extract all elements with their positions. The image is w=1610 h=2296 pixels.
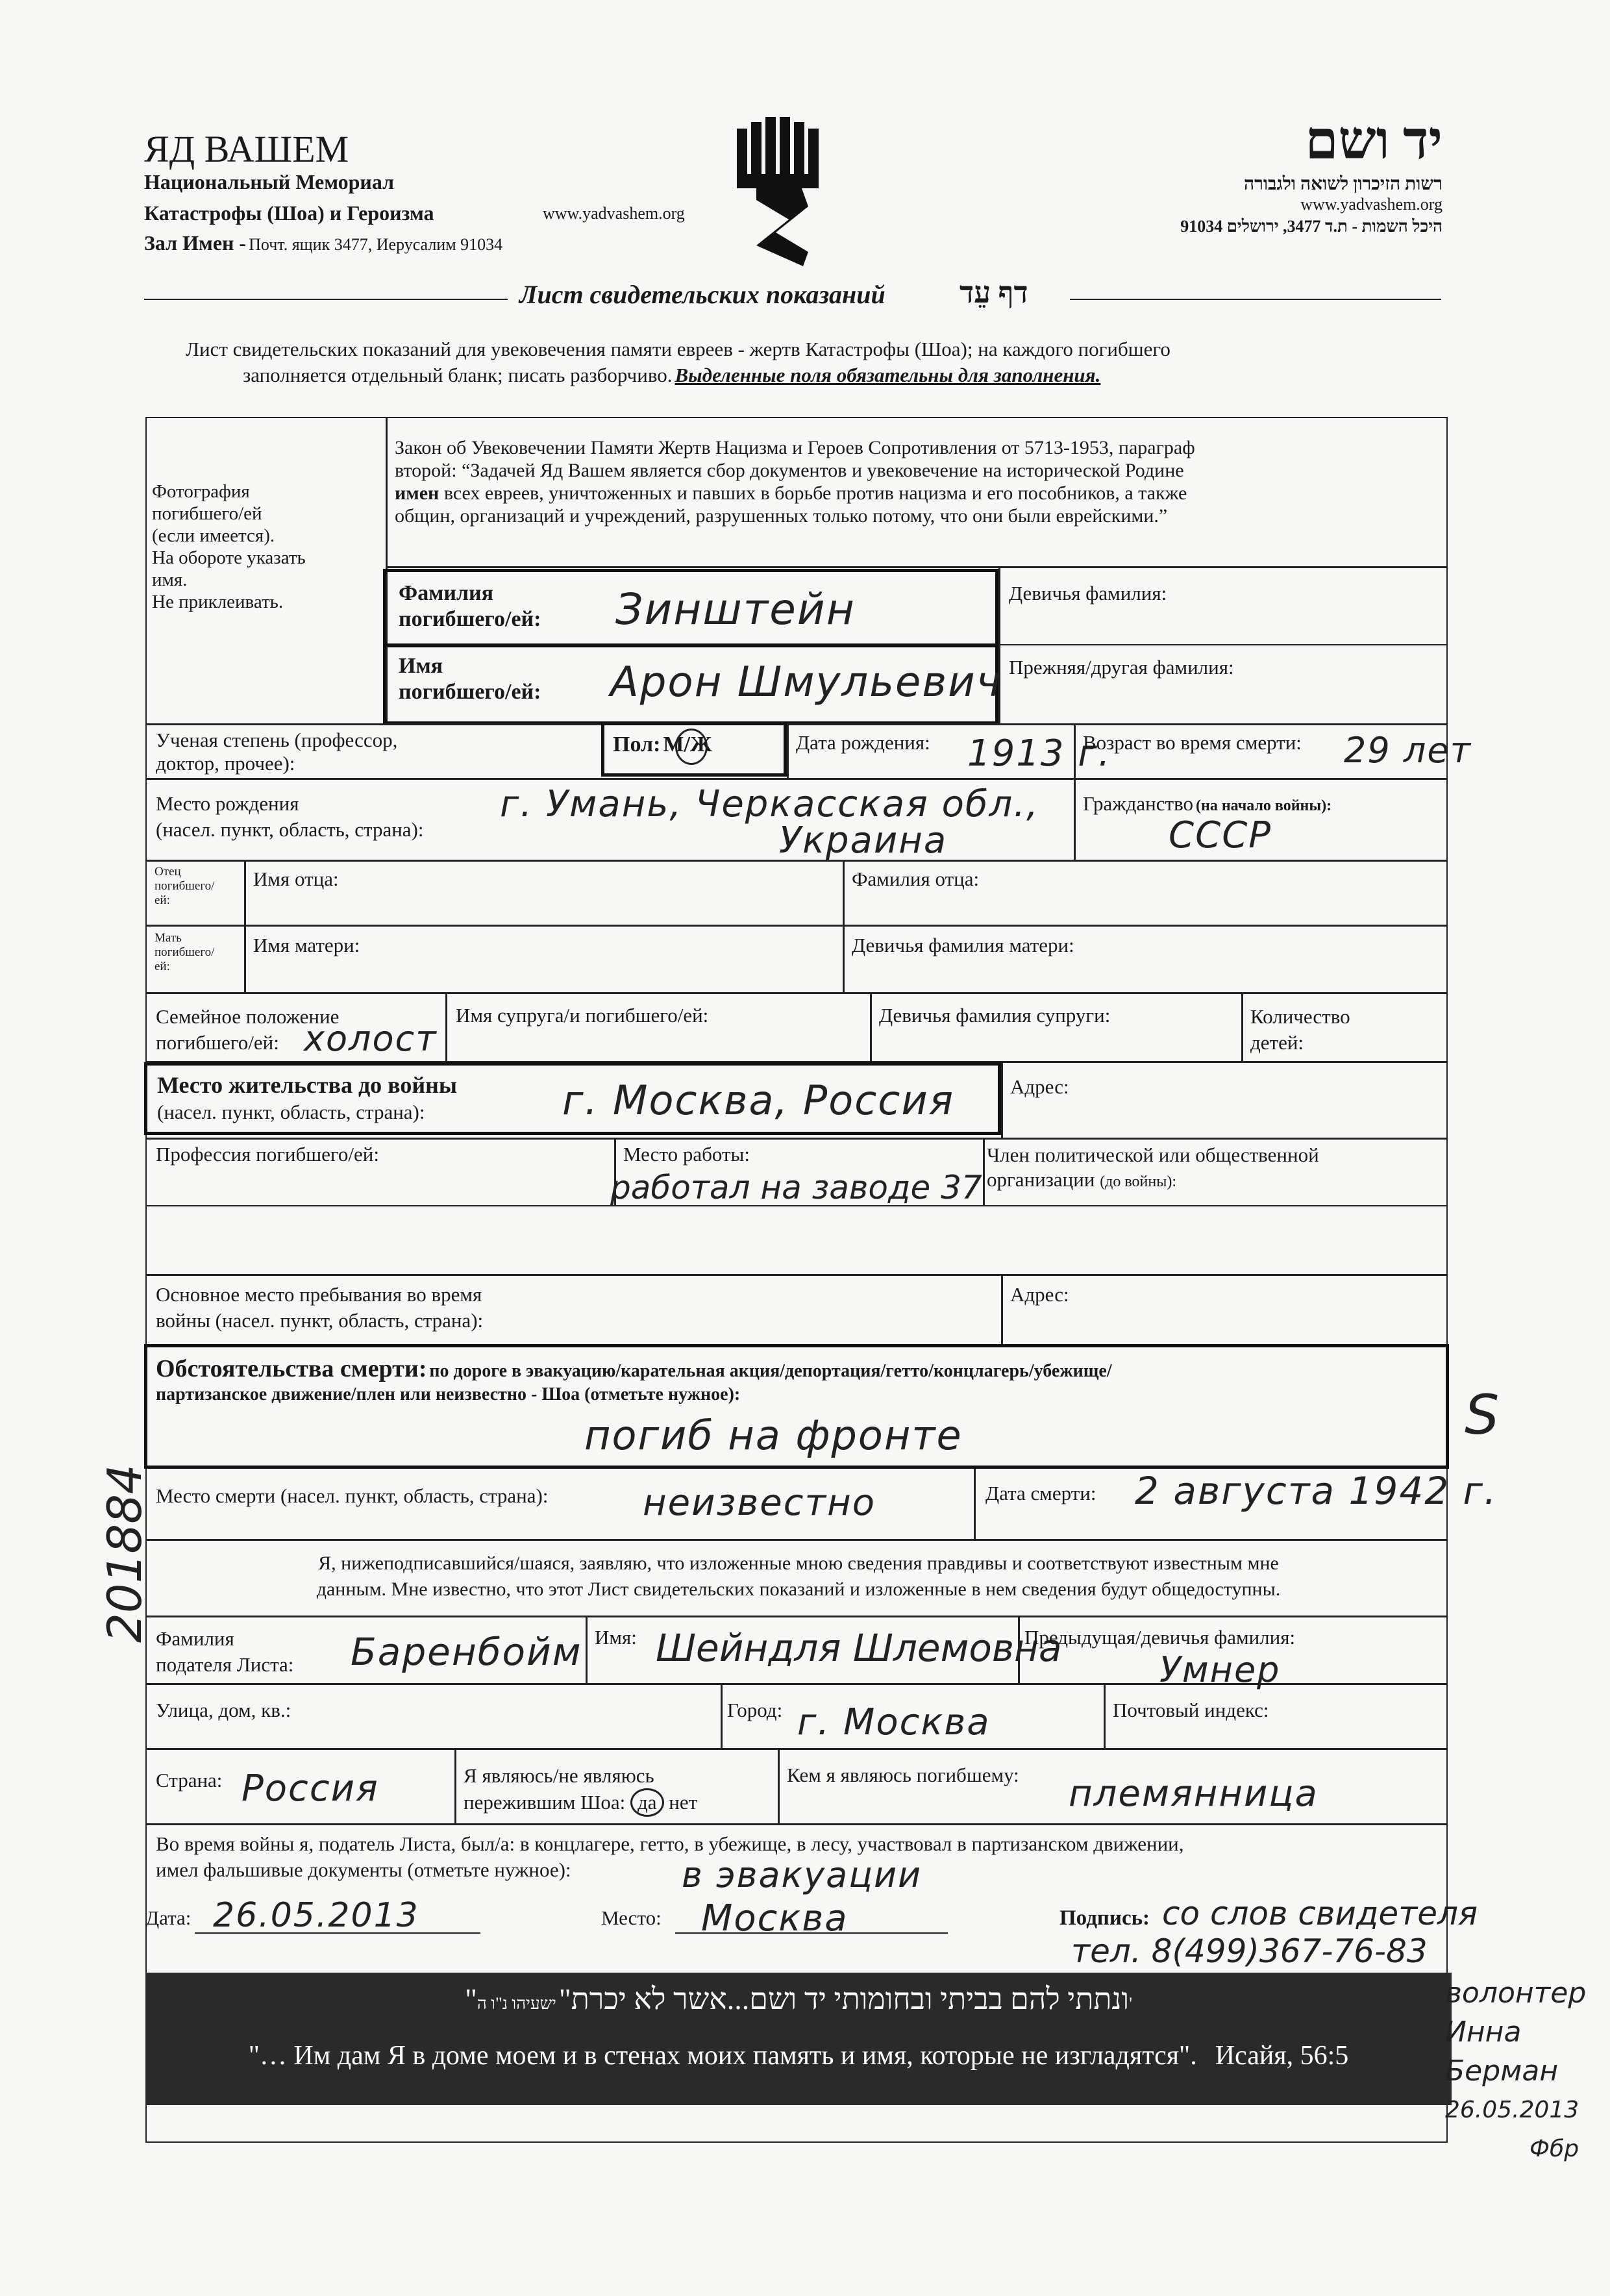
row-rule-3: [145, 860, 1448, 862]
marital-label-2: погибшего/ей:: [156, 1031, 279, 1054]
residence-label: [157, 1071, 457, 1126]
member-label-1: Член политической или общественной: [987, 1143, 1319, 1166]
submitter-surname-label: [156, 1626, 293, 1678]
wartime-address-divider: [1001, 1274, 1003, 1345]
children-label-2: детей:: [1250, 1031, 1304, 1054]
submitter-surname-label-1: Фамилия: [156, 1627, 234, 1650]
law-line-2: второй: “Задачей Яд Вашем является сбор документов и увековечение на исторической Родине: [395, 460, 1184, 481]
mother-side-label: [155, 931, 214, 974]
law-line-3a: имен: [395, 482, 440, 504]
death-date-divider: [974, 1469, 976, 1540]
photo-line-6: Не приклеивать.: [152, 592, 284, 612]
death-date-label: Дата смерти:: [985, 1482, 1096, 1504]
spouse-name-label: Имя супруга/и погибшего/ей:: [456, 1004, 709, 1027]
row-rule-10: [145, 1539, 1448, 1541]
citizenship-label: [1083, 792, 1331, 816]
marital-label-1: Семейное положение: [156, 1005, 340, 1028]
footer-date-label: Дата:: [145, 1906, 192, 1929]
victim-surname-value[interactable]: Зинштейн: [615, 584, 856, 634]
org-address-he: היכל השמות - ת.ד 3477, ירושלים 91034: [1180, 217, 1443, 236]
photo-line-2: погибшего/ей: [152, 503, 262, 524]
citizenship-value[interactable]: СССР: [1169, 814, 1272, 856]
relation-divider: [778, 1748, 780, 1823]
dob-label: Дата рождения:: [796, 731, 930, 754]
survivor-no[interactable]: нет: [669, 1791, 698, 1814]
wartime-label-2: войны (насел. пункт, область, страна):: [156, 1309, 484, 1332]
children-divider: [1241, 992, 1243, 1061]
spouse-maiden-divider: [870, 992, 872, 1061]
law-line-3: [395, 482, 1195, 505]
submitter-war-label: [156, 1831, 1184, 1883]
age-label: Возраст во время смерти:: [1083, 731, 1302, 754]
residence-address-divider: [1001, 1061, 1003, 1138]
form-title-ru: Лист свидетельских показаний: [519, 280, 886, 309]
degree-label: [156, 729, 397, 775]
member-label: [987, 1143, 1319, 1194]
victim-surname-label-1: Фамилия: [399, 581, 494, 605]
photo-note: [152, 480, 306, 613]
death-circumstances-label: Обстоятельства смерти:: [156, 1355, 427, 1382]
death-place-label: Место смерти (насел. пункт, область, страна):: [156, 1484, 549, 1507]
quote-band: [145, 1973, 1452, 2105]
org-url-he[interactable]: www.yadvashem.org: [1300, 195, 1443, 214]
submitter-war-label-2: имел фальшивые документы (отметьте нужное):: [156, 1858, 571, 1881]
row-rule-13: [145, 1748, 1448, 1750]
degree-label-2: доктор, прочее):: [156, 752, 295, 775]
member-label-2-line: [987, 1167, 1319, 1194]
photo-line-3: (если имеется).: [152, 525, 275, 546]
death-circumstances-line-1: [156, 1354, 1112, 1383]
mother-side-1: Мать: [155, 931, 182, 945]
mother-side-2: погибшего/: [155, 945, 215, 959]
birthplace-label-1: Место рождения: [156, 792, 299, 815]
victim-surname-label-2: погибшего/ей:: [399, 607, 541, 631]
submitter-name-divider: [586, 1616, 588, 1683]
age-divider: [1074, 723, 1076, 860]
submitter-war-value[interactable]: в эвакуации: [682, 1854, 923, 1895]
row-rule-12: [145, 1683, 1448, 1685]
death-circumstances-options-2: партизанское движение/плен или неизвестно - Шоа (отметьте нужное):: [156, 1384, 741, 1404]
father-side-3: ей:: [155, 893, 170, 907]
city-divider: [721, 1683, 723, 1748]
margin-record-number: 201884: [97, 1464, 152, 1643]
citizenship-note: (на начало войны):: [1196, 797, 1332, 814]
hall-line: [144, 231, 502, 255]
intro-line-2a: заполняется отдельный бланк; писать разборчиво.: [243, 364, 673, 386]
victim-maiden-label: Девичья фамилия:: [1009, 582, 1167, 605]
father-side-1: Отец: [155, 865, 181, 879]
residence-label-1: Место жительства до войны: [157, 1072, 457, 1098]
children-label: [1250, 1004, 1350, 1056]
volunteer-line-1: волонтер: [1445, 1977, 1587, 2010]
relation-label: Кем я являюсь погибшему:: [787, 1764, 1019, 1786]
org-url[interactable]: www.yadvashem.org: [543, 204, 685, 223]
org-name-he: יד ושם: [1305, 111, 1443, 170]
footer-date-value[interactable]: 26.05.2013: [213, 1896, 419, 1935]
father-side-2: погибшего/: [155, 879, 215, 893]
sex-options: М/Ж: [663, 732, 712, 756]
children-label-1: Количество: [1250, 1005, 1350, 1028]
victim-name-label: [399, 653, 541, 705]
age-value[interactable]: 29 лет: [1344, 730, 1472, 771]
yad-vashem-logo-icon: [730, 116, 834, 271]
declaration-line-2: данным. Мне известно, что этот Лист свидетельских показаний и изложенные в нем сведения будут общедоступны.: [316, 1578, 1281, 1600]
title-rule-left: [144, 299, 508, 300]
margin-mark: S: [1465, 1383, 1501, 1447]
submitter-name-value[interactable]: Шейндля Шлемовна: [656, 1626, 1062, 1670]
death-circumstances-options-1: по дороге в эвакуацию/карательная акция/депортация/гетто/концлагерь/убежище/: [429, 1361, 1112, 1381]
dob-divider: [787, 723, 789, 778]
father-name-label: Имя отца:: [253, 867, 339, 890]
death-circumstances-value[interactable]: погиб на фронте: [584, 1412, 963, 1459]
workplace-value[interactable]: работал на заводе 37: [610, 1169, 982, 1206]
org-subtitle-1: Национальный Мемориал: [144, 170, 395, 193]
row-rule-5: [145, 992, 1448, 994]
photo-line-1: Фотография: [152, 481, 250, 502]
street-label: Улица, дом, кв.:: [156, 1699, 291, 1721]
victim-other-surname-label: Прежняя/другая фамилия:: [1009, 656, 1234, 679]
wartime-address-label: Адрес:: [1010, 1283, 1069, 1306]
city-label: Город:: [727, 1699, 783, 1721]
intro-line-1: Лист свидетельских показаний для увековечения памяти евреев - жертв Катастрофы (Шоа); на каждого погибшего: [186, 338, 1170, 360]
spouse-maiden-label: Девичья фамилия супруги:: [879, 1004, 1111, 1027]
victim-name-value[interactable]: Арон Шмульевич: [610, 658, 1002, 706]
volunteer-line-2: Инна: [1445, 2015, 1522, 2049]
wartime-label: [156, 1282, 483, 1334]
submitter-surname-label-2: подателя Листа:: [156, 1653, 294, 1676]
survivor-divider: [454, 1748, 456, 1823]
submitter-prev-label: Предыдущая/девичья фамилия:: [1024, 1626, 1296, 1649]
photo-line-4: На обороте указать: [152, 547, 306, 568]
footer-place-value[interactable]: Москва: [701, 1897, 848, 1940]
footer-signature-value[interactable]: со слов свидетеля: [1162, 1895, 1478, 1932]
survivor-label-2: пережившим Шоа:: [464, 1791, 626, 1814]
org-name-ru: ЯД ВАШЕМ: [144, 128, 349, 170]
workplace-label: Место работы:: [623, 1143, 750, 1166]
zip-divider: [1104, 1683, 1106, 1748]
mother-side-3: ей:: [155, 960, 170, 973]
footer-signature-label: Подпись:: [1059, 1906, 1150, 1930]
intro-required-note: Выделенные поля обязательны для заполнения.: [675, 364, 1101, 386]
row-rule-11: [145, 1616, 1448, 1617]
birthplace-label: [156, 791, 424, 843]
country-value[interactable]: Россия: [242, 1767, 379, 1810]
spouse-divider: [445, 992, 447, 1061]
zip-label: Почтовый индекс:: [1113, 1699, 1269, 1721]
victim-name-label-2: погибшего/ей:: [399, 680, 541, 704]
law-line-4: общин, организаций и учреждений, разрушенных только потому, что они были еврейскими.”: [395, 505, 1168, 527]
row-rule-4: [145, 925, 1448, 927]
law-bottom-rule: [386, 566, 1448, 568]
survivor-label-1: Я являюсь/не являюсь: [464, 1764, 654, 1787]
law-line-1: Закон об Увековечении Памяти Жертв Нацизма и Героев Сопротивления от 5713-1953, параграф: [395, 437, 1195, 458]
sex-label: Пол:: [613, 732, 661, 756]
volunteer-line-3: Берман: [1445, 2054, 1559, 2088]
submitter-prev-value[interactable]: Умнер: [1159, 1649, 1281, 1690]
hall-address: Почт. ящик 3477, Иерусалим 91034: [249, 235, 503, 254]
dob-value[interactable]: 1913 г.: [967, 732, 1111, 775]
survivor-label-2-line: [464, 1788, 697, 1817]
survivor-label: [464, 1764, 697, 1817]
row-rule-1: [145, 723, 1448, 725]
declaration: [156, 1551, 1441, 1603]
row-rule-9: [145, 1274, 1448, 1276]
death-place-value[interactable]: неизвестно: [643, 1482, 876, 1524]
quote-ru-source: Исайя, 56:5: [1215, 2041, 1349, 2071]
title-rule-right: [1070, 299, 1441, 300]
victim-surname-label: [399, 580, 541, 632]
declaration-line-1: Я, нижеподписавшийся/шаяся, заявляю, что изложенные мною сведения правдивы и соответствуют известным мне: [318, 1553, 1279, 1574]
relation-value[interactable]: племянница: [1069, 1773, 1319, 1815]
member-divider: [983, 1138, 985, 1205]
footer-date-line: [195, 1932, 480, 1934]
quote-he-source: ישעיהו נ"ו ה': [477, 1994, 1132, 2013]
footer-phone-value[interactable]: тел. 8(499)367-76-83: [1071, 1932, 1428, 1970]
residence-label-2: (насел. пункт, область, страна):: [157, 1101, 425, 1123]
residence-address-label: Адрес:: [1010, 1075, 1069, 1098]
quote-ru: "… Им дам Я в доме моем и в стенах моих память и имя, которые не изгладятся".: [248, 2041, 1197, 2071]
intro-line-2: [243, 364, 1100, 387]
row-rule-7: [145, 1138, 1448, 1140]
row-rule-8: [145, 1205, 1448, 1206]
city-value[interactable]: г. Москва: [797, 1701, 991, 1743]
citizenship-label-main: Гражданство: [1083, 792, 1194, 815]
country-label: Страна:: [156, 1769, 223, 1791]
footer-place-line: [675, 1932, 948, 1934]
father-side-label: [155, 865, 214, 908]
form-title-he: דף עֵד: [960, 276, 1028, 309]
wartime-label-1: Основное место пребывания во время: [156, 1283, 482, 1306]
row-rule-14: [145, 1823, 1448, 1825]
org-subtitle-he: רשות הזיכרון לשואה ולגבורה: [1243, 174, 1443, 194]
submitter-war-label-1: Во время войны я, податель Листа, был/а: в концлагере, гетто, в убежище, в лесу, участвовал в партизанском движении,: [156, 1832, 1184, 1855]
law-line-3b: всех евреев, уничтоженных и павших в борьбе против нацизма и его пособников, а также: [439, 482, 1187, 504]
victim-name-label-1: Имя: [399, 654, 443, 678]
submitter-prev-divider: [1018, 1616, 1020, 1683]
birthplace-value-2[interactable]: Украина: [779, 819, 948, 862]
quote-he-line: [145, 1982, 1452, 2016]
degree-label-1: Ученая степень (профессор,: [156, 729, 398, 751]
submitter-surname-value[interactable]: Баренбойм: [351, 1630, 582, 1674]
submitter-name-label: Имя:: [595, 1626, 637, 1649]
photo-line-5: имя.: [152, 569, 188, 590]
other-surname-rule: [998, 644, 1448, 645]
member-note: (до войны):: [1100, 1173, 1177, 1190]
father-surname-label: Фамилия отца:: [852, 867, 980, 890]
org-subtitle-2: Катастрофы (Шоа) и Героизма: [144, 201, 434, 225]
residence-value[interactable]: г. Москва, Россия: [562, 1077, 954, 1124]
marital-value[interactable]: холост: [304, 1018, 438, 1059]
quote-ru-line: [145, 2040, 1452, 2071]
footer-place-label: Место:: [601, 1906, 662, 1929]
death-date-value[interactable]: 2 августа 1942 г.: [1135, 1469, 1498, 1513]
row-rule-2: [145, 778, 1448, 780]
birthplace-label-2: (насел. пункт, область, страна):: [156, 818, 424, 841]
birthplace-value-1[interactable]: г. Умань, Черкасская обл.,: [500, 783, 1039, 825]
volunteer-date: 26.05.2013: [1445, 2097, 1579, 2123]
volunteer-note: [1445, 1974, 1586, 2169]
profession-label: Профессия погибшего/ей:: [156, 1143, 379, 1166]
law-text: [395, 436, 1195, 527]
member-label-2: организации: [987, 1168, 1095, 1191]
quote-he: "ונתתי להם בביתי ובחומותי יד ושם...אשר לא יכרת": [465, 1982, 1130, 2015]
survivor-yes[interactable]: да: [630, 1788, 664, 1817]
hall-label: Зал Имен -: [144, 231, 247, 255]
volunteer-initials: Фбр: [1530, 2136, 1579, 2162]
mother-name-label: Имя матери:: [253, 934, 360, 956]
sex-circle-mark: [675, 729, 708, 765]
mother-maiden-label: Девичья фамилия матери:: [852, 934, 1074, 956]
